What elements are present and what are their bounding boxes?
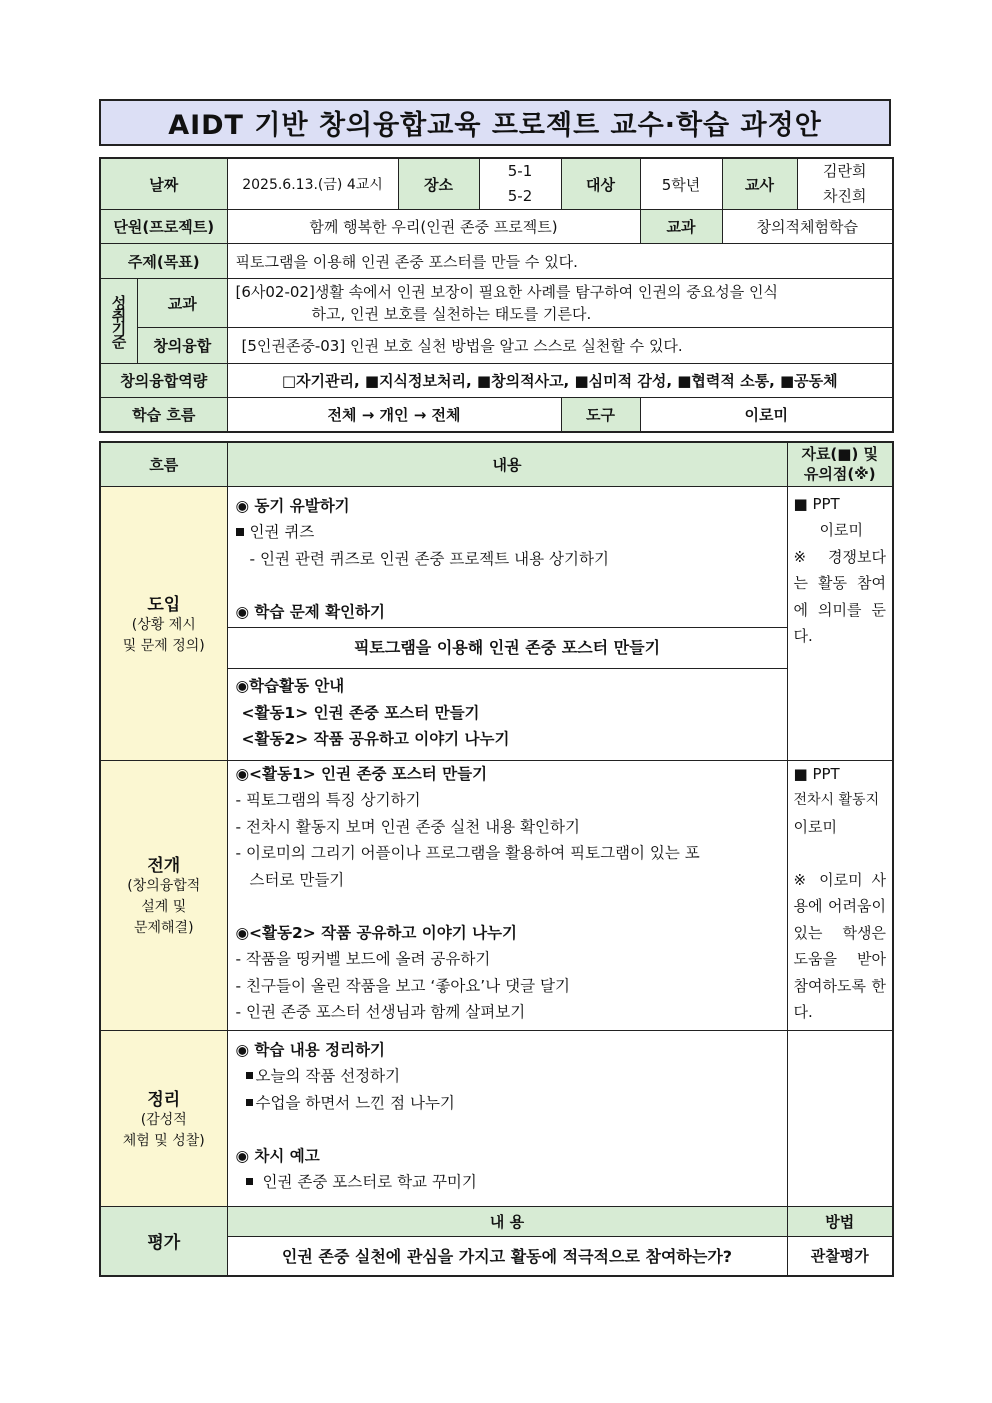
dev-line-1: - 픽토그램의 특징 상기하기 [235, 791, 421, 809]
topic-value: 픽토그램을 이용해 인권 존중 포스터를 만들 수 있다. [227, 244, 893, 279]
tool-label: 도구 [561, 398, 640, 432]
target-value: 5학년 [640, 158, 722, 210]
col-material-header-2: 유의점(※) [803, 465, 876, 484]
std-fusion-label: 창의융합 [153, 337, 212, 355]
dev-note: ※ 이로미 사용에 어려움이 있는 학생은 도움을 받아 참여하도록 한다. [793, 870, 886, 1021]
dev-line-6: - 인권 존중 포스터 선생님과 함께 살펴보기 [235, 1003, 526, 1021]
intro-material-irome: 이로미 [819, 521, 863, 539]
close-stage: 정리 [147, 1089, 181, 1110]
intro-sub-2: 및 문제 정의) [122, 637, 205, 654]
bullet-square-icon [236, 528, 244, 536]
dev-sub-2: 설계 및 [141, 899, 187, 915]
place-label: 장소 [398, 158, 479, 210]
intro-activity-1: <활동1> 인권 존중 포스터 만들기 [241, 703, 480, 722]
close-sub-1: (감성적 [140, 1111, 187, 1128]
dev-line-3b: 스터로 만들기 [249, 870, 345, 889]
teacher-value-2: 차진희 [823, 187, 867, 205]
intro-material-ppt: ■ PPT [793, 494, 840, 513]
subject-label: 교과 [640, 210, 722, 244]
intro-heading-problem: ◉ 학습 문제 확인하기 [235, 602, 385, 621]
std-fusion-value: [5인권존중-03] 인권 보호 실천 방법을 알고 스스로 실천할 수 있다. [227, 327, 893, 363]
place-value-2: 5-2 [507, 187, 533, 205]
bullet-square-icon [246, 1099, 253, 1106]
eval-method: 관찰평가 [787, 1236, 893, 1276]
intro-heading-motivation: ◉ 동기 유발하기 [235, 496, 350, 515]
flow-value: 전체 → 개인 → 전체 [227, 398, 561, 432]
intro-activity-2: <활동2> 작품 공유하고 이야기 나누기 [241, 730, 510, 748]
target-label: 대상 [561, 158, 640, 210]
eval-content: 인권 존중 실천에 관심을 가지고 활동에 적극적으로 참여하는가? [227, 1236, 787, 1276]
std-subject-line-1: [6사02-02]생활 속에서 인권 보장이 필요한 사례를 탐구하여 인권의 중요성을 인식 [235, 282, 778, 301]
intro-sub-1: (상황 제시 [131, 616, 196, 633]
std-subject-label: 교과 [138, 279, 227, 328]
close-bullet-2: 수업을 하면서 느낀 점 나누기 [255, 1093, 455, 1112]
close-heading-summary: ◉ 학습 내용 정리하기 [235, 1040, 385, 1059]
col-flow-header: 흐름 [100, 442, 227, 486]
dev-sub-1: (창의융합적 [127, 878, 201, 894]
date-value: 2025.6.13.(금) 4교시 [227, 158, 398, 210]
topic-label: 주제(목표) [100, 244, 227, 279]
std-subject-line-2: 하고, 인권 보호를 실천하는 태도를 기른다. [311, 304, 592, 323]
col-material-header-1: 자료(■) 및 [801, 445, 879, 464]
eval-stage: 평가 [100, 1206, 227, 1276]
dev-material-ppt: ■ PPT [793, 764, 840, 783]
dev-heading-activity-1: ◉<활동1> 인권 존중 포스터 만들기 [235, 764, 488, 783]
intro-detail-quiz: - 인권 관련 퀴즈로 인권 존중 프로젝트 내용 상기하기 [249, 549, 609, 568]
dev-line-4: - 작품을 띵커벨 보드에 올려 공유하기 [235, 950, 491, 968]
dev-stage: 전개 [147, 856, 181, 876]
competency-label: 창의융합역량 [100, 364, 227, 398]
dev-heading-activity-2: ◉<활동2> 작품 공유하고 이야기 나누기 [235, 923, 517, 942]
page-title: AIDT 기반 창의융합교육 프로젝트 교수·학습 과정안 [99, 99, 891, 146]
intro-bullet-quiz: 인권 퀴즈 [249, 523, 315, 541]
teacher-label: 교사 [722, 158, 797, 210]
unit-label: 단원(프로젝트) [100, 210, 227, 244]
learning-goal-box: 픽토그램을 이용해 인권 존중 포스터 만들기 [228, 627, 787, 669]
close-heading-next: ◉ 차시 예고 [235, 1146, 320, 1165]
date-label: 날짜 [100, 158, 227, 210]
dev-material-irome: 이로미 [793, 817, 837, 836]
flow-label: 학습 흐름 [100, 398, 227, 432]
dev-line-5: - 친구들이 올린 작품을 보고 ‘좋아요’나 댓글 달기 [235, 976, 570, 995]
tool-value: 이로미 [640, 398, 893, 432]
close-bullet-3: 인권 존중 포스터로 학교 꾸미기 [262, 1173, 477, 1191]
close-bullet-1: 오늘의 작품 선정하기 [255, 1067, 401, 1085]
close-sub-2: 체험 및 성찰) [122, 1132, 205, 1149]
col-content-header: 내용 [227, 442, 787, 486]
dev-line-2: - 전차시 활동지 보며 인권 존중 실천 내용 확인하기 [235, 817, 580, 836]
intro-stage: 도입 [147, 594, 181, 615]
teacher-value-1: 김란희 [823, 162, 867, 180]
eval-content-header: 내 용 [227, 1206, 787, 1236]
competency-value: □자기관리, ■지식정보처리, ■창의적사고, ■심미적 감성, ■협력적 소통, ■공동체 [227, 364, 893, 398]
unit-value: 함께 행복한 우리(인권 존중 프로젝트) [227, 210, 640, 244]
eval-method-header: 방법 [787, 1206, 893, 1236]
dev-material-worksheet: 전차시 활동지 [793, 792, 880, 808]
bullet-square-icon [246, 1178, 253, 1185]
dev-line-3: - 이로미의 그리기 어플이나 프로그램을 활용하여 픽토그램이 있는 포 [235, 844, 700, 862]
main-table [99, 441, 894, 1277]
place-value-1: 5-1 [507, 162, 533, 180]
intro-heading-guide: ◉학습활동 안내 [235, 677, 345, 695]
standard-label: 성취기준 [109, 295, 128, 347]
dev-sub-3: 문제해결) [133, 920, 194, 936]
bullet-square-icon [246, 1072, 253, 1079]
info-table [99, 157, 894, 433]
subject-value: 창의적체험학습 [722, 210, 893, 244]
intro-note: ※ 경쟁보다 는 활동 참여에 의미를 둔다. [793, 547, 886, 645]
